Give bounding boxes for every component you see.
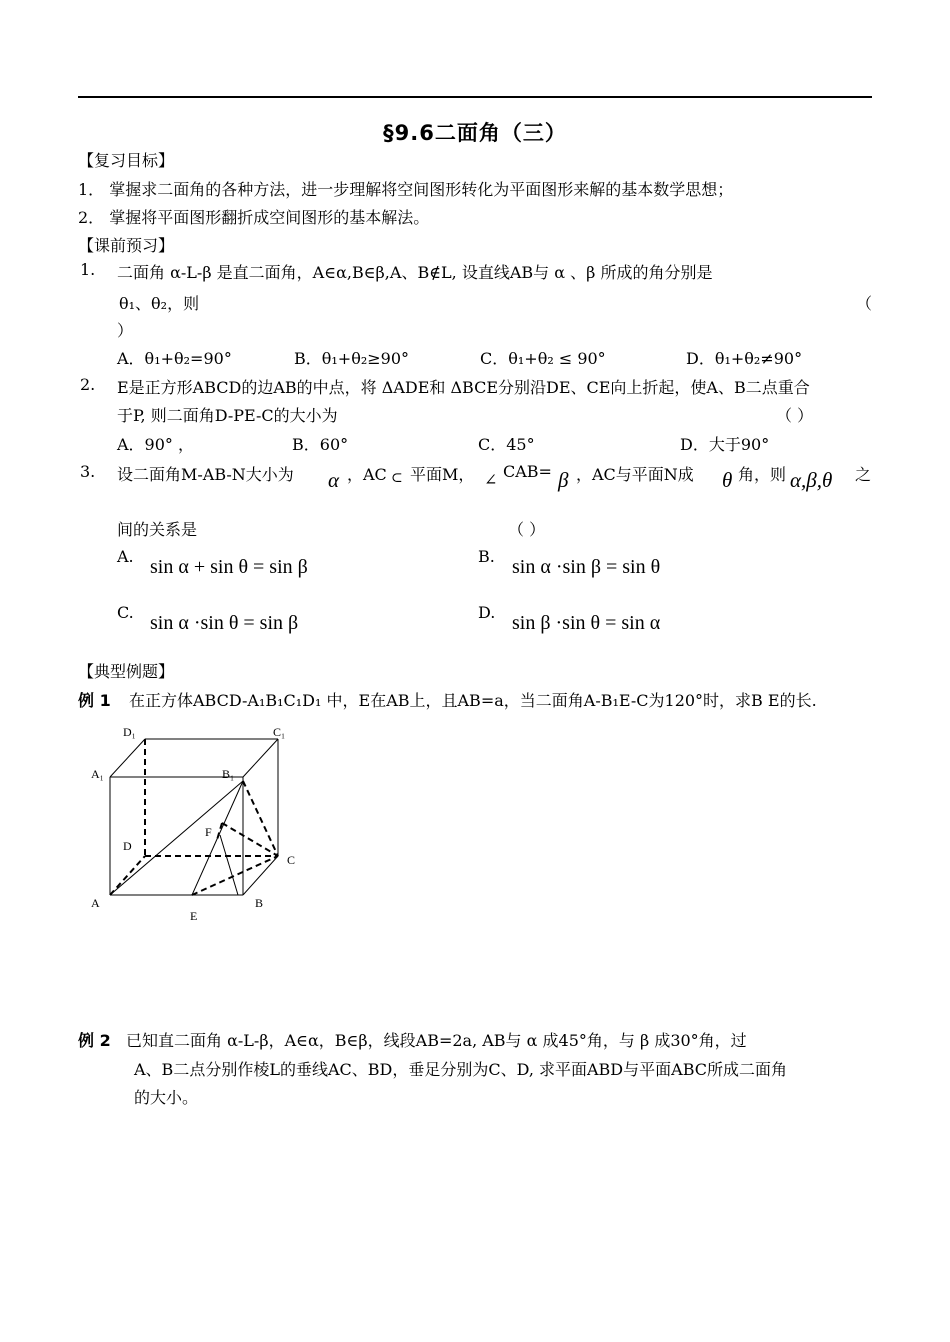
review-item-1: 1． 掌握求二面角的各种方法，进一步理解将空间图形转化为平面图形来解的基本数学思想； (78, 180, 734, 199)
example-2-line3: 的大小。 (134, 1088, 199, 1107)
q2-number: 2. (80, 375, 96, 394)
q1-number: 1. (80, 260, 96, 279)
label-b: B (255, 896, 264, 910)
q3-beta: β (558, 468, 569, 492)
q3-option-a-formula: sin α + sin θ = sin β (150, 556, 308, 578)
q3-angle-symbol: ∠ (484, 470, 498, 489)
q3-option-d-formula: sin β ·sin θ = sin α (512, 612, 661, 634)
q3-option-c-label: C. (117, 603, 134, 622)
q2-paren: （ ） (776, 406, 814, 425)
review-heading: 【复习目标】 (78, 151, 175, 170)
cube-figure (80, 720, 320, 930)
q3-text-4: CAB= (503, 462, 552, 481)
label-c: C (287, 853, 296, 867)
q3-subset-symbol: ⊂ (391, 470, 403, 486)
q3-text-2: ，AC (347, 465, 387, 484)
q1-option-c: C．θ₁+θ₂ ≤ 90° (480, 349, 606, 368)
example-2-line1: 已知直二面角 α-L-β，A∈α，B∈β，线段AB=2a, AB与 α 成45°角，与 β 成30°角，过 (126, 1031, 747, 1050)
label-c1: C₁ (273, 725, 286, 739)
q3-text-7: 之 (855, 465, 872, 484)
q2-option-d: D．大于90° (680, 435, 770, 454)
q1-paren-right: ） (117, 321, 134, 340)
q3-option-b-label: B. (478, 547, 495, 566)
q3-text-3: 平面M， (410, 465, 475, 484)
q2-option-a: A．90° ， (117, 435, 195, 454)
examples-heading: 【典型例题】 (78, 662, 175, 681)
example-1-label: 例 1 (78, 691, 111, 710)
top-rule (78, 96, 872, 98)
q1-option-a: A．θ₁+θ₂=90° (117, 349, 232, 368)
example-1-text: 在正方体ABCD-A₁B₁C₁D₁ 中，E在AB上，且AB=a，当二面角A-B₁E-C为120°时，求B E的长. (129, 691, 817, 710)
q1-paren-left: （ (856, 294, 873, 313)
preview-heading: 【课前预习】 (78, 236, 175, 255)
review-item-2: 2． 掌握将平面图形翻折成空间图形的基本解法。 (78, 208, 430, 227)
q2-line1: E是正方形ABCD的边AB的中点，将 ΔADE和 ΔBCE分别沿DE、CE向上折起，使A、B二点重合 (117, 378, 810, 397)
q3-option-b-formula: sin α ·sin β = sin θ (512, 556, 661, 578)
q1-line2: θ₁、θ₂，则 (119, 294, 200, 313)
label-f: F (205, 825, 212, 839)
label-a: A (91, 896, 100, 910)
label-a1: A₁ (91, 767, 104, 781)
q1-option-d: D．θ₁+θ₂≠90° (686, 349, 803, 368)
q3-text-1: 设二面角M-AB-N大小为 (117, 465, 294, 484)
q2-option-c: C．45° (478, 435, 535, 454)
label-e: E (190, 909, 198, 923)
page-title: §9.6二面角（三） (383, 121, 567, 145)
q3-line2: 间的关系是 (117, 520, 198, 539)
q3-variables: α,β,θ (790, 468, 833, 492)
q1-option-b: B．θ₁+θ₂≥90° (294, 349, 410, 368)
q3-alpha: α (328, 468, 340, 492)
q3-text-6: 角，则 (738, 465, 787, 484)
q3-number: 3. (80, 462, 96, 481)
q3-option-a-label: A. (117, 547, 134, 566)
q2-line2: 于P, 则二面角D-PE-C的大小为 (117, 406, 338, 425)
q2-option-b: B．60° (292, 435, 349, 454)
q3-text-5: ，AC与平面N成 (576, 465, 694, 484)
example-2-line2: A、B二点分别作棱L的垂线AC、BD，垂足分别为C、D, 求平面ABD与平面ABC所成二面角 (134, 1060, 787, 1079)
label-d: D (123, 839, 132, 853)
label-b1: B₁ (222, 767, 235, 781)
q3-option-d-label: D. (478, 603, 496, 622)
example-2-label: 例 2 (78, 1031, 111, 1050)
q3-theta: θ (722, 468, 733, 492)
q3-paren: （ ） (508, 520, 546, 539)
q1-line1: 二面角 α-L-β 是直二面角，A∈α,B∈β,A、B∉L, 设直线AB与 α 、β 所成的角分别是 (117, 263, 713, 282)
q3-option-c-formula: sin α ·sin θ = sin β (150, 612, 299, 634)
label-d1: D₁ (123, 725, 136, 739)
